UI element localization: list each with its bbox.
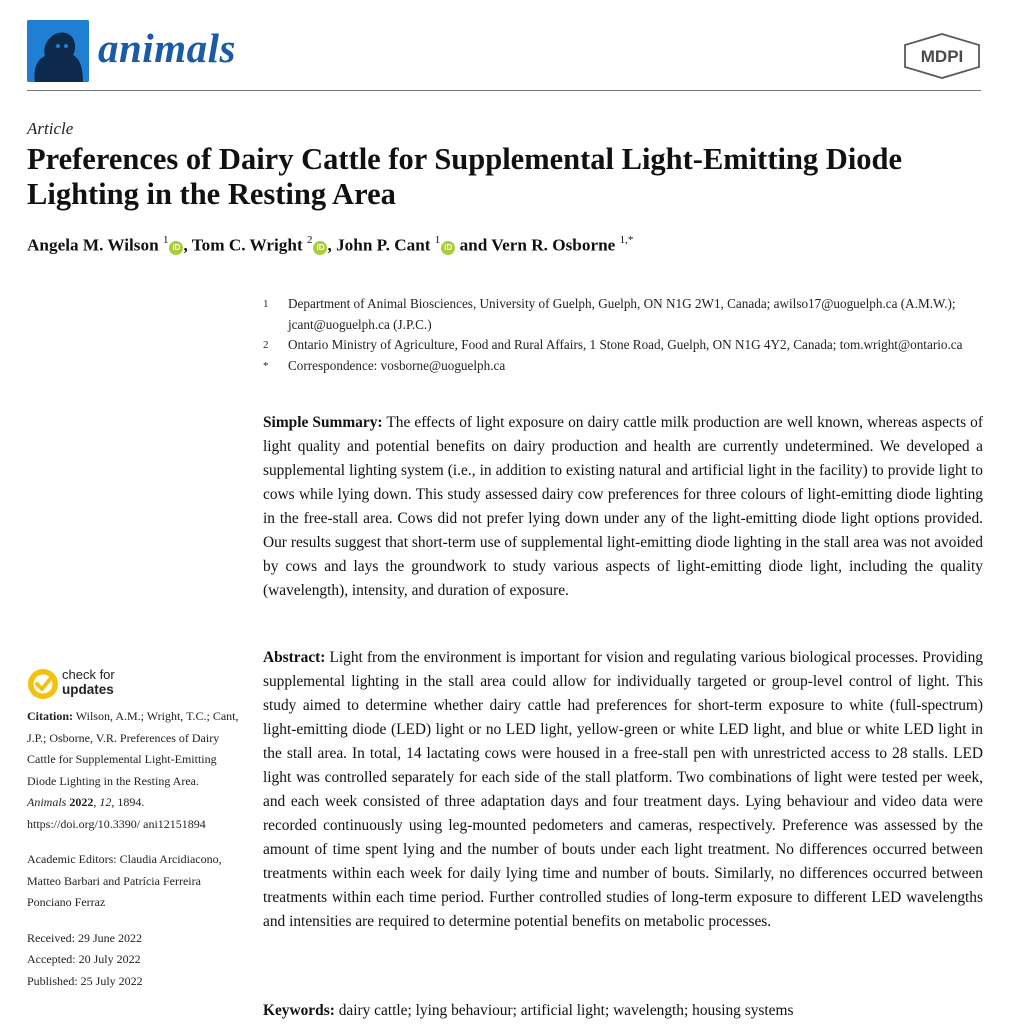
orcid-icon[interactable]: iD <box>441 241 455 255</box>
author-list <box>27 235 633 256</box>
abstract-label: Abstract: <box>263 649 326 666</box>
author-affiliation-mark: 1 <box>162 234 169 246</box>
affiliation-mark: 2 <box>263 339 269 351</box>
affiliation-item <box>263 335 983 356</box>
mdpi-hexagon-icon <box>903 33 981 79</box>
simple-summary-label: Simple Summary: <box>263 414 383 431</box>
article-title: Preferences of Dairy Cattle for Supplemental Light-Emitting Diode Lighting in the Resting Area <box>27 142 903 211</box>
check-for-updates-button[interactable] <box>27 666 227 702</box>
article-type: Article <box>27 119 74 138</box>
keywords <box>263 999 983 1023</box>
citation-year: 2022 <box>69 795 94 809</box>
citation-text: Wilson, A.M.; Wright, T.C.; Cant, J.P.; Osborne, V.R. Preferences of Dairy Cattle for Supplemental Light-Emitting Diode Lighting in the Resting Area. <box>27 709 239 788</box>
journal-name[interactable]: animals <box>98 25 236 71</box>
publisher-name: MDPI <box>920 47 964 66</box>
citation-volume: 12 <box>99 795 112 809</box>
affiliation-item <box>263 356 983 377</box>
simple-summary-text: The effects of light exposure on dairy cattle milk production are well known, whereas aspects of light quality and potential benefits on dairy production and health are currently undetermined. We developed a supplemental lighting system (i.e., in addition to existing natural and artificial light in the facility) to provide light to cows while lying down. This study assessed dairy cow preferences for three colours of light-emitting diode lighting in the free-stall area. Cows did not prefer lying down under any of the light-emitting diode light options provided. Our results suggest that short-term use of supplemental light-emitting diode lighting in the stall area was not avoided by cows and lays the groundwork to study various aspects of light-emitting diode light, including the quality (wavelength), intensity, and duration of exposure. <box>263 414 983 599</box>
citation-doi[interactable]: , 1894. https://doi.org/10.3390/ ani12151894 <box>27 795 206 831</box>
abstract <box>263 646 983 934</box>
author-separator: and <box>455 235 492 255</box>
received-date: Received: 29 June 2022 <box>27 930 142 945</box>
affiliations <box>263 294 983 376</box>
author-separator: , <box>327 235 337 255</box>
orcid-icon[interactable]: iD <box>169 241 183 255</box>
author-name[interactable]: John P. Cant <box>336 235 431 255</box>
accepted-date: Accepted: 20 July 2022 <box>27 952 141 966</box>
author-separator: , <box>183 235 192 255</box>
publisher-logo[interactable] <box>903 33 981 79</box>
publication-dates <box>27 928 239 993</box>
citation-journal: Animals <box>27 795 67 809</box>
keywords-label: Keywords: <box>263 1002 335 1019</box>
affiliation-text: Department of Animal Biosciences, University of Guelph, Guelph, ON N1G 2W1, Canada; awilso17@uoguelph.ca (A.M.W.); jcant@uoguelph.ca (J.P.C.) <box>288 296 956 332</box>
header-divider <box>27 90 981 91</box>
citation: Citation: Wilson, A.M.; Wright, T.C.; Cant, J.P.; Osborne, V.R. Preferences of Dairy Cattle for Supplemental Light-Emitting Diode Lighting in the Resting Area. Animals 2022, 12, 1894. https://doi.org/10.3390/ ani12151894 <box>27 709 239 831</box>
affiliation-mark: * <box>263 359 269 372</box>
check-for-updates-line2: updates <box>62 682 114 697</box>
author-affiliation-mark: 2 <box>306 234 313 246</box>
author-affiliation-mark: 1 <box>434 234 441 246</box>
abstract-text: Light from the environment is important for vision and regulating various biological processes. Providing supplemental lighting in the stall area could allow for individually targeted or group-level control of light. This study aimed to determine whether dairy cattle had preferences for short-term exposure to white (full-spectrum) light-emitting diode (LED) light or no LED light, yellow-green or white LED light, and blue or white LED light in the stall area. In total, 14 lactating cows were housed in a free-stall pen with unrestricted access to 28 stalls. LED light was controlled separately for each side of the stall platform. Two combinations of light were tested per week, and each week consisted of three adaptation days and four treatment days. Lying behaviour and video data were recorded continuously using leg-mounted pedometers and cameras, respectively. Preference was assessed by the amount of time spent lying and the number of bouts under each light treatment. No differences occurred between treatments within each week for daily lying time and number of bouts. Similarly, no differences occurred between treatments within each time period. Further controlled studies of long-term exposure to different LED wavelengths and intensities are required to determine potential benefits on metabolic processes. <box>263 649 983 930</box>
affiliation-text: Correspondence: vosborne@uoguelph.ca <box>288 357 506 373</box>
author-affiliation-mark: 1,* <box>619 234 634 246</box>
keywords-text: dairy cattle; lying behaviour; artificial light; wavelength; housing systems <box>338 1002 794 1019</box>
citation-label: Citation: <box>27 709 73 723</box>
orcid-icon[interactable]: iD <box>313 241 327 255</box>
affiliation-text: Ontario Ministry of Agriculture, Food and Rural Affairs, 1 Stone Road, Guelph, ON N1G 4Y2, Canada; tom.wright@ontario.ca <box>288 337 963 352</box>
affiliation-mark: 1 <box>263 298 269 310</box>
check-for-updates-line1: check for <box>62 667 115 682</box>
author-name[interactable]: Angela M. Wilson <box>27 235 159 255</box>
journal-logo <box>27 20 89 82</box>
check-for-updates-icon <box>27 668 59 700</box>
sidebar-metadata <box>27 706 239 992</box>
simple-summary <box>263 411 983 603</box>
ape-silhouette-icon <box>27 20 89 82</box>
author-name[interactable]: Vern R. Osborne <box>491 235 616 255</box>
academic-editors: Academic Editors: Claudia Arcidiacono, Matteo Barbari and Patrícia Ferreira Ponciano Ferraz <box>27 852 222 909</box>
published-date: Published: 25 July 2022 <box>27 973 143 988</box>
affiliation-item <box>263 294 983 335</box>
author-name[interactable]: Tom C. Wright <box>191 235 303 255</box>
